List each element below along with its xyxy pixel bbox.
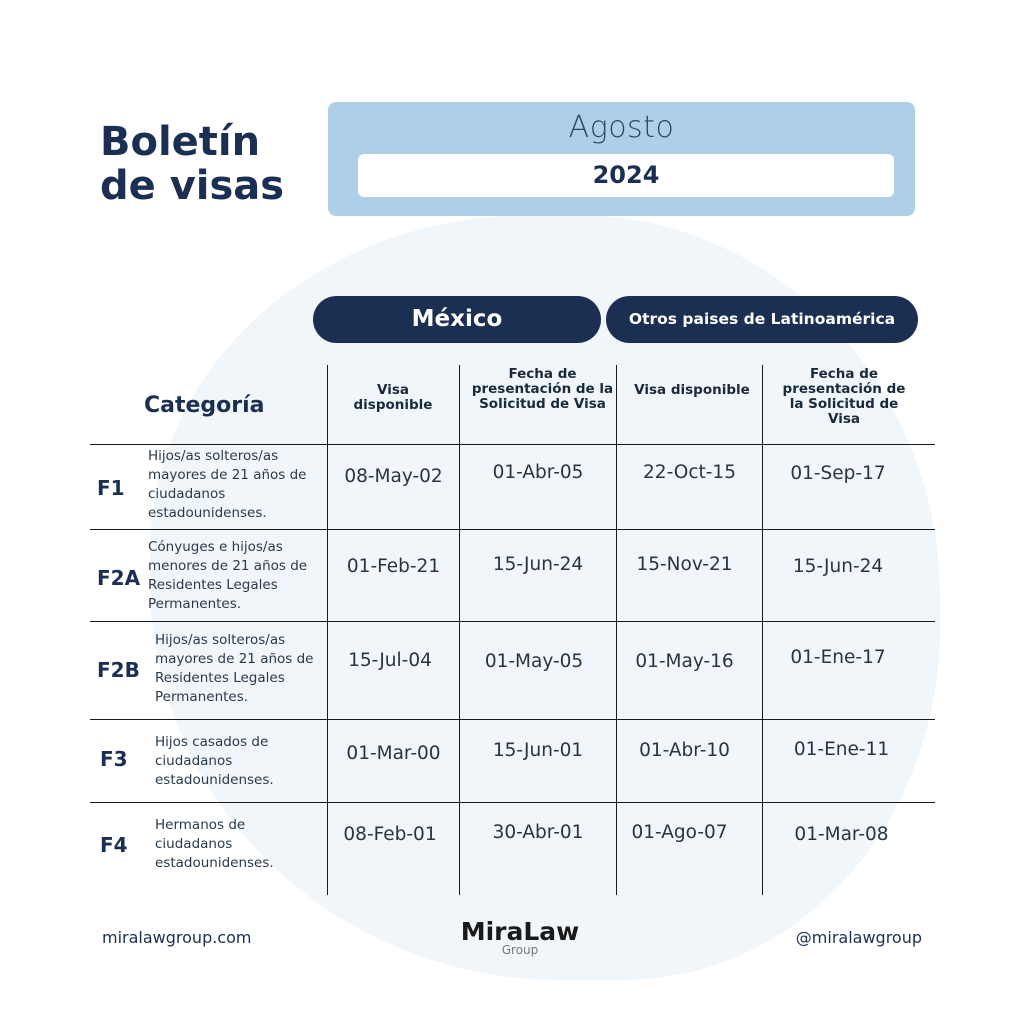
table-cell: 15-Jun-24 bbox=[492, 554, 584, 575]
tab-otros-paises[interactable]: Otros paises de Latinoamérica bbox=[606, 296, 918, 343]
table-cell: 01-Mar-00 bbox=[346, 743, 441, 764]
table-cell: 01-May-16 bbox=[635, 651, 734, 672]
grid-line bbox=[90, 444, 935, 445]
table-cell: 01-Feb-21 bbox=[346, 556, 441, 577]
table-cell: 01-Abr-05 bbox=[492, 462, 584, 483]
table-cell: 15-Jun-01 bbox=[492, 740, 584, 761]
logo-subtext: Group bbox=[501, 943, 539, 957]
grid-line bbox=[90, 802, 935, 803]
table-cell: 22-Oct-15 bbox=[643, 462, 736, 483]
column-header: Fecha de presentación de la Solicitud de Visa bbox=[471, 366, 614, 412]
category-code: F2A bbox=[97, 566, 141, 590]
year-label: 2024 bbox=[358, 154, 894, 197]
tab-mexico[interactable]: México bbox=[313, 296, 601, 343]
table-cell: 01-Sep-17 bbox=[790, 463, 886, 484]
category-code: F4 bbox=[100, 833, 128, 857]
grid-line bbox=[90, 621, 935, 622]
table-cell: 01-May-05 bbox=[484, 651, 584, 672]
table-cell: 01-Ago-07 bbox=[631, 822, 728, 843]
column-header: Visa disponible bbox=[634, 382, 750, 398]
column-header: Visa disponible bbox=[353, 382, 433, 413]
title-line-2: de visas bbox=[100, 163, 285, 209]
category-code: F2B bbox=[97, 658, 140, 682]
category-code: F1 bbox=[97, 476, 125, 500]
social-handle[interactable]: @miralawgroup bbox=[795, 928, 922, 947]
category-description: Cónyuges e hijos/as menores de 21 años de Residentes Legales Permanentes. bbox=[148, 539, 308, 612]
category-header: Categoría bbox=[144, 393, 265, 418]
brand-logo bbox=[440, 918, 600, 956]
date-header bbox=[328, 102, 915, 216]
month-label: Agosto bbox=[568, 110, 675, 145]
table-cell: 08-May-02 bbox=[344, 466, 443, 487]
website-link[interactable]: miralawgroup.com bbox=[102, 928, 252, 947]
table-cell: 01-Mar-08 bbox=[794, 824, 889, 845]
table-cell: 01-Abr-10 bbox=[639, 740, 730, 761]
table-cell: 15-Jun-24 bbox=[792, 556, 884, 577]
category-code: F3 bbox=[100, 747, 128, 771]
table-cell: 15-Nov-21 bbox=[636, 554, 733, 575]
table-cell: 08-Feb-01 bbox=[343, 824, 437, 845]
category-description: Hermanos de ciudadanos estadounidenses. bbox=[155, 817, 274, 871]
page-title bbox=[100, 120, 284, 208]
table-cell: 01-Ene-11 bbox=[793, 739, 890, 760]
grid-line bbox=[90, 529, 935, 530]
category-description: Hijos casados de ciudadanos estadounidenses. bbox=[155, 734, 274, 788]
table-cell: 15-Jul-04 bbox=[348, 650, 432, 671]
grid-line bbox=[90, 719, 935, 720]
category-description: Hijos/as solteros/as mayores de 21 años de Residentes Legales Permanentes. bbox=[155, 632, 314, 705]
table-cell: 30-Abr-01 bbox=[492, 822, 584, 843]
logo-text: MiraLaw bbox=[460, 917, 580, 946]
table-cell: 01-Ene-17 bbox=[790, 647, 886, 668]
column-header: Fecha de presentación de la Solicitud de Visa bbox=[782, 366, 906, 427]
category-description: Hijos/as solteros/as mayores de 21 años de ciudadanos estadounidenses. bbox=[148, 448, 307, 521]
title-line-1: Boletín bbox=[100, 119, 261, 165]
